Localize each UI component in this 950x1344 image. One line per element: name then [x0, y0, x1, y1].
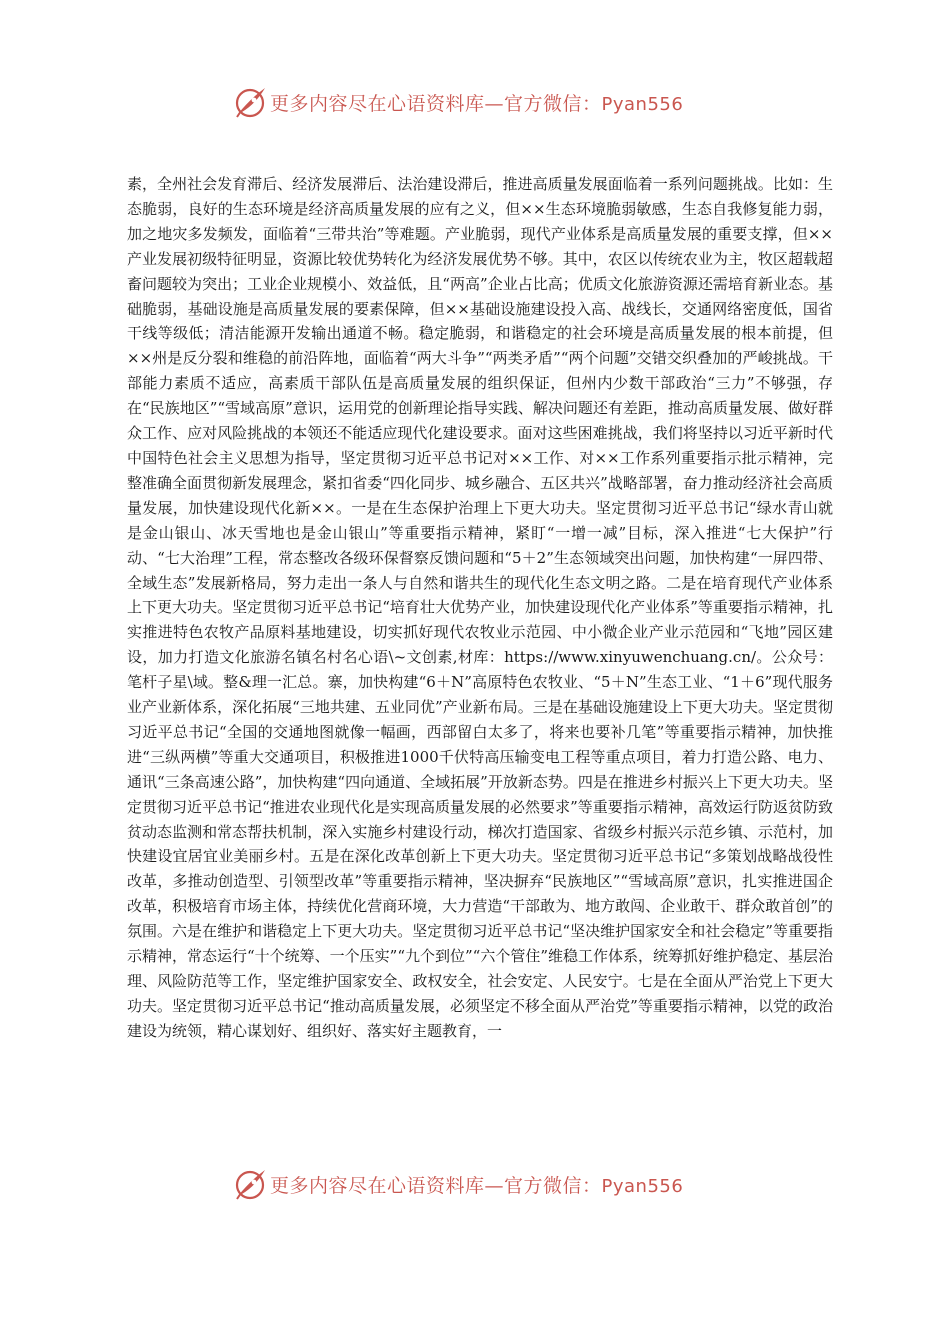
footer-watermark-banner [232, 1164, 732, 1204]
footer-banner-id: Pyan556 [601, 1175, 684, 1197]
body-paragraph: 素，全州社会发育滞后、经济发展滞后、法治建设滞后，推进高质量发展面临着一系列问题挑战。比如：生态脆弱，良好的生态环境是经济高质量发展的应有之义，但××生态环境脆弱敏感，生态自我修复能力弱，加之地灾多发频发，面临着“三带共治”等难题。产业脆弱，现代产业体系是高质量发展的重要支撑，但××产业发展初级特征明显，资源比较优势转化为经济发展优势不够。其中，农区以传统农业为主，牧区超载超畜问题较为突出；工业企业规模小、效益低，且“两高”企业占比高；优质文化旅游资源还需培育新业态。基础脆弱，基础设施是高质量发展的要素保障，但××基础设施建设投入高、战线长，交通网络密度低，国省干线等级低；清洁能源开发输出通道不畅。稳定脆弱，和谐稳定的社会环境是高质量发展的根本前提，但××州是反分裂和维稳的前沿阵地，面临着“两大斗争”“两类矛盾”“两个问题”交错交织叠加的严峻挑战。干部能力素质不适应，高素质干部队伍是高质量发展的组织保证，但州内少数干部政治“三力”不够强，存在“民族地区”“雪域高原”意识，运用党的创新理论指导实践、解决问题还有差距，推动高质量发展、做好群众工作、应对风险挑战的本领还不能适应现代化建设要求。面对这些困难挑战，我们将坚持以习近平新时代中国特色社会主义思想为指导，坚定贯彻习近平总书记对××工作、对××工作系列重要指示批示精神，完整准确全面贯彻新发展理念，紧扣省委“四化同步、城乡融合、五区共兴”战略部署，奋力推动经济社会高质量发展，加快建设现代化新××。一是在生态保护治理上下更大功夫。坚定贯彻习近平总书记“绿水青山就是金山银山、冰天雪地也是金山银山”等重要指示精神，紧盯“一增一减”目标，深入推进“七大保护”行动、“七大治理”工程，常态整改各级环保督察反馈问题和“5＋2”生态领域突出问题，加快构建“一屏四带、全域生态”发展新格局，努力走出一条人与自然和谐共生的现代化生态文明之路。二是在培育现代产业体系上下更大功夫。坚定贯彻习近平总书记“培育壮大优势产业，加快建设现代化产业体系”等重要指示精神，扎实推进特色农牧产品原料基地建设，切实抓好现代农牧业示范园、中小微企业产业示范园和“飞地”园区建设，加力打造文化旅游名镇名村名心语\~文创素,材库：https://www.xinyuwenchuang.cn/。公众号：笔杆子星\域。整&理一汇总。寨，加快构建“6＋N”高原特色农牧业、“5＋N”生态工业、“1＋6”现代服务业产业新体系，深化拓展“三地共建、五业同优”产业新布局。三是在基础设施建设上下更大功夫。坚定贯彻习近平总书记“全国的交通地图就像一幅画，西部留白太多了，将来也要补几笔”等重要指示精神，加快推进“三纵两横”等重大交通项目，积极推进1000千伏特高压输变电工程等重点项目，着力打造公路、电力、通讯“三条高速公路”，加快构建“四向通道、全域拓展”开放新态势。四是在推进乡村振兴上下更大功夫。坚定贯彻习近平总书记“推进农业现代化是实现高质量发展的必然要求”等重要指示精神，高效运行防返贫防致贫动态监测和常态帮扶机制，深入实施乡村建设行动，梯次打造国家、省级乡村振兴示范乡镇、示范村，加快建设宜居宜业美丽乡村。五是在深化改革创新上下更大功夫。坚定贯彻习近平总书记“多策划战略战役性改革，多推动创造型、引领型改革”等重要指示精神，坚决摒弃“民族地区”“雪域高原”意识，扎实推进国企改革，积极培育市场主体，持续优化营商环境，大力营造“干部敢为、地方敢闯、企业敢干、群众敢首创”的氛围。六是在维护和谐稳定上下更大功夫。坚定贯彻习近平总书记“坚决维护国家安全和社会稳定”等重要指示精神，常态运行“十个统筹、一个压实”“九个到位”“六个管住”维稳工作体系，统筹抓好维护稳定、基层治理、风险防范等工作，坚定维护国家安全、政权安全，社会安定、人民安宁。七是在全面从严治党上下更大功夫。坚定贯彻习近平总书记“推动高质量发展，必须坚定不移全面从严治党”等重要指示精神，以党的政治建设为统领，精心谋划好、组织好、落实好主题教育，一 [127, 175, 834, 1040]
footer-banner-text: 更多内容尽在心语资料库—官方微信：Pyan556 [270, 1174, 684, 1197]
header-banner-id: Pyan556 [601, 93, 684, 115]
document-body [127, 172, 833, 1044]
header-banner-text: 更多内容尽在心语资料库—官方微信：Pyan556 [270, 92, 684, 115]
header-watermark-banner [232, 82, 732, 122]
quill-logo-icon [232, 84, 268, 120]
quill-logo-icon [232, 1166, 268, 1202]
